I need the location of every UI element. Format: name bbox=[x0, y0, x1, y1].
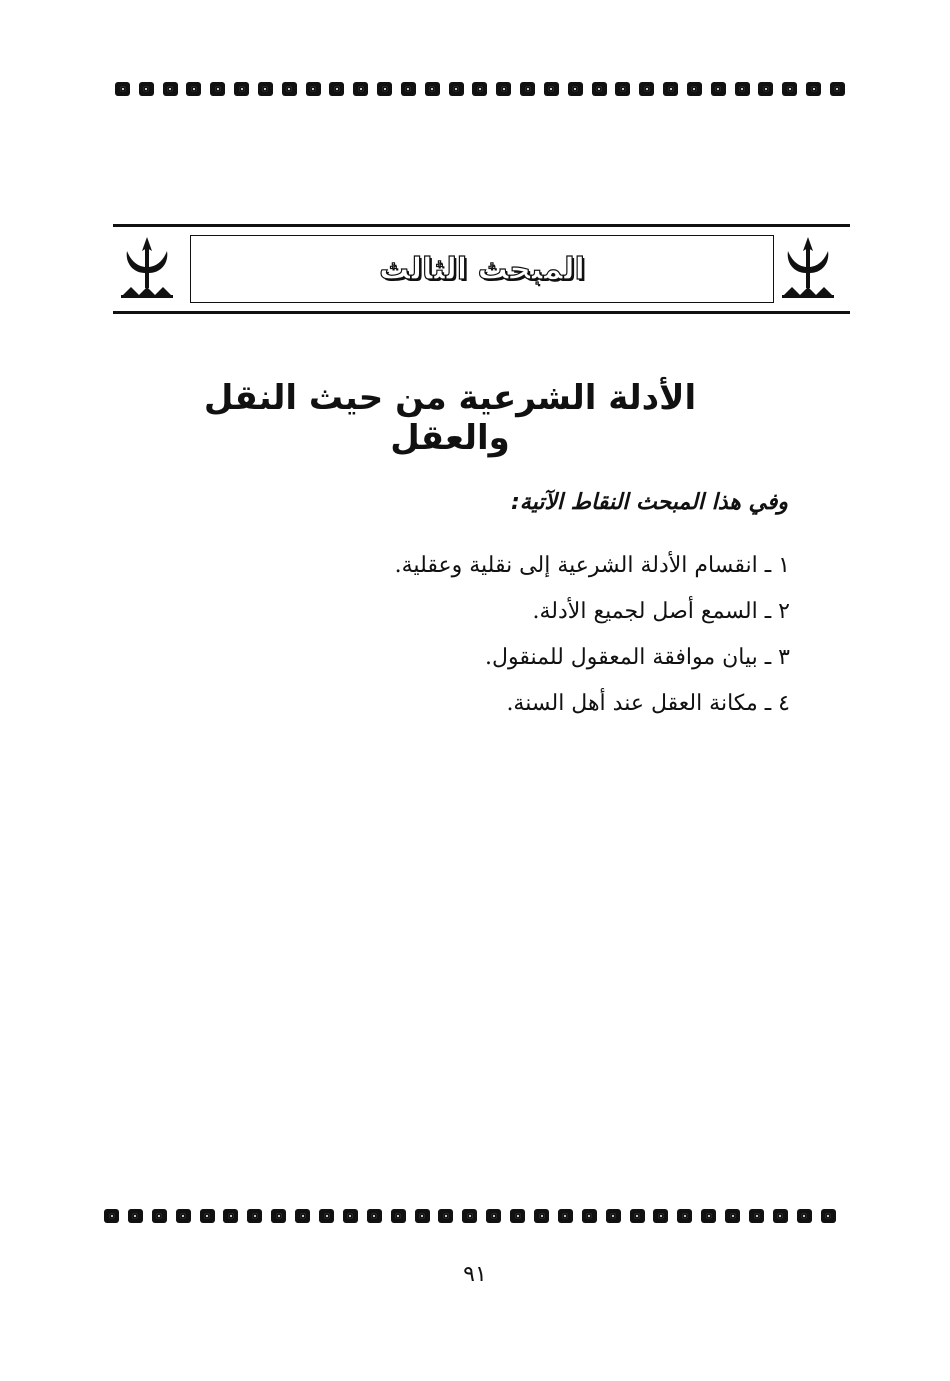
square-dot-ornament-icon bbox=[377, 82, 392, 96]
square-dot-ornament-icon bbox=[319, 1209, 334, 1223]
square-dot-ornament-icon bbox=[677, 1209, 692, 1223]
square-dot-ornament-icon bbox=[367, 1209, 382, 1223]
section-title-box bbox=[190, 235, 774, 303]
square-dot-ornament-icon bbox=[663, 82, 678, 96]
square-dot-ornament-icon bbox=[735, 82, 750, 96]
square-dot-ornament-icon bbox=[462, 1209, 477, 1223]
square-dot-ornament-icon bbox=[295, 1209, 310, 1223]
square-dot-ornament-icon bbox=[773, 1209, 788, 1223]
square-dot-ornament-icon bbox=[329, 82, 344, 96]
square-dot-ornament-icon bbox=[449, 82, 464, 96]
square-dot-ornament-icon bbox=[558, 1209, 573, 1223]
square-dot-ornament-icon bbox=[247, 1209, 262, 1223]
page-title: الأدلة الشرعية من حيث النقل والعقل bbox=[203, 378, 697, 458]
square-dot-ornament-icon bbox=[115, 82, 130, 96]
square-dot-ornament-icon bbox=[353, 82, 368, 96]
square-dot-ornament-icon bbox=[687, 82, 702, 96]
square-dot-ornament-icon bbox=[534, 1209, 549, 1223]
square-dot-ornament-icon bbox=[306, 82, 321, 96]
square-dot-ornament-icon bbox=[606, 1209, 621, 1223]
square-dot-ornament-icon bbox=[510, 1209, 525, 1223]
square-dot-ornament-icon bbox=[271, 1209, 286, 1223]
square-dot-ornament-icon bbox=[128, 1209, 143, 1223]
square-dot-ornament-icon bbox=[797, 1209, 812, 1223]
square-dot-ornament-icon bbox=[592, 82, 607, 96]
fleur-ornament-icon bbox=[780, 233, 836, 303]
square-dot-ornament-icon bbox=[582, 1209, 597, 1223]
square-dot-ornament-icon bbox=[568, 82, 583, 96]
list-item: ٢ ـ السمع أصل لجميع الأدلة. bbox=[532, 599, 790, 624]
fleur-ornament-icon bbox=[119, 233, 175, 303]
square-dot-ornament-icon bbox=[343, 1209, 358, 1223]
square-dot-ornament-icon bbox=[152, 1209, 167, 1223]
square-dot-ornament-icon bbox=[223, 1209, 238, 1223]
square-dot-ornament-icon bbox=[186, 82, 201, 96]
square-dot-ornament-icon bbox=[544, 82, 559, 96]
square-dot-ornament-icon bbox=[104, 1209, 119, 1223]
square-dot-ornament-icon bbox=[806, 82, 821, 96]
square-dot-ornament-icon bbox=[615, 82, 630, 96]
square-dot-ornament-icon bbox=[391, 1209, 406, 1223]
square-dot-ornament-icon bbox=[701, 1209, 716, 1223]
square-dot-ornament-icon bbox=[711, 82, 726, 96]
page-number: ٩١ bbox=[463, 1262, 487, 1287]
square-dot-ornament-icon bbox=[749, 1209, 764, 1223]
square-dot-ornament-icon bbox=[210, 82, 225, 96]
square-dot-ornament-icon bbox=[176, 1209, 191, 1223]
list-item: ٤ ـ مكانة العقل عند أهل السنة. bbox=[506, 691, 790, 716]
square-dot-ornament-icon bbox=[472, 82, 487, 96]
points-list bbox=[395, 546, 790, 730]
square-dot-ornament-icon bbox=[258, 82, 273, 96]
square-dot-ornament-icon bbox=[438, 1209, 453, 1223]
square-dot-ornament-icon bbox=[282, 82, 297, 96]
square-dot-ornament-icon bbox=[163, 82, 178, 96]
top-ornament-border bbox=[115, 80, 845, 98]
square-dot-ornament-icon bbox=[520, 82, 535, 96]
square-dot-ornament-icon bbox=[486, 1209, 501, 1223]
list-item: ١ ـ انقسام الأدلة الشرعية إلى نقلية وعقلية. bbox=[394, 553, 790, 578]
intro-text: وفي هذا المبحث النقاط الآتية: bbox=[511, 490, 788, 515]
square-dot-ornament-icon bbox=[830, 82, 845, 96]
square-dot-ornament-icon bbox=[401, 82, 416, 96]
bottom-ornament-border bbox=[104, 1207, 836, 1225]
square-dot-ornament-icon bbox=[782, 82, 797, 96]
square-dot-ornament-icon bbox=[639, 82, 654, 96]
square-dot-ornament-icon bbox=[758, 82, 773, 96]
square-dot-ornament-icon bbox=[653, 1209, 668, 1223]
list-item: ٣ ـ بيان موافقة المعقول للمنقول. bbox=[484, 645, 790, 670]
square-dot-ornament-icon bbox=[234, 82, 249, 96]
square-dot-ornament-icon bbox=[725, 1209, 740, 1223]
square-dot-ornament-icon bbox=[496, 82, 511, 96]
square-dot-ornament-icon bbox=[415, 1209, 430, 1223]
square-dot-ornament-icon bbox=[630, 1209, 645, 1223]
square-dot-ornament-icon bbox=[200, 1209, 215, 1223]
section-title: المبحث الثالث bbox=[379, 251, 585, 287]
square-dot-ornament-icon bbox=[821, 1209, 836, 1223]
square-dot-ornament-icon bbox=[425, 82, 440, 96]
square-dot-ornament-icon bbox=[139, 82, 154, 96]
